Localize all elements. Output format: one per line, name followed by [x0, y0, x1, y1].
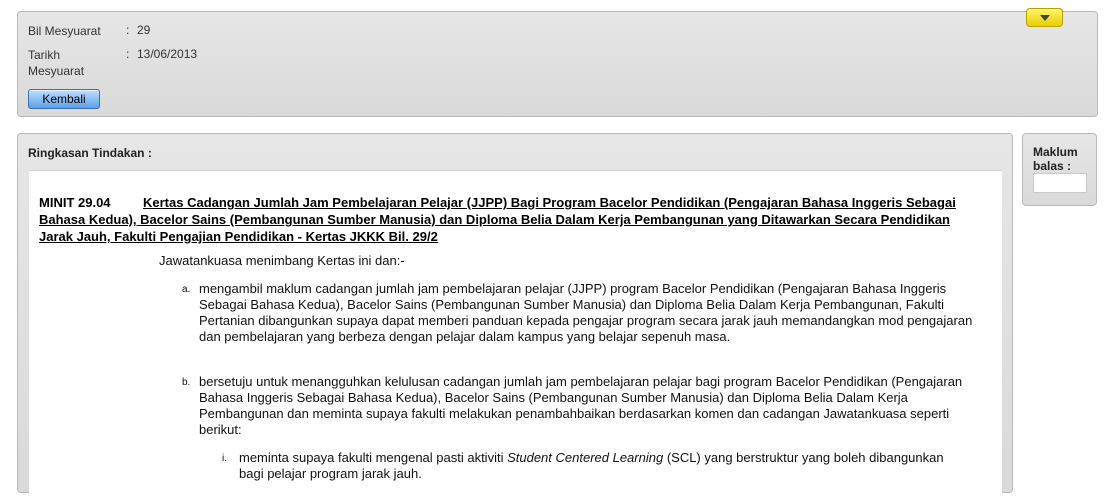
sub-list-item [222, 450, 959, 482]
minit-title: Kertas Cadangan Jumlah Jam Pembelajaran Pelajar (JJPP) Bagi Program Bacelor Pendidikan (Pengajaran Bahasa Inggeris Sebagai Bahasa Kedua), Bacelor Sains (Pembangunan Sumber Manusia) dan Diploma Belia Dalam Kerja Pembangunan yang Ditawarkan Secara Pendidikan Jarak Jauh, Fakulti Pengajian Pendidikan - Kertas JKKK Bil. 29/2 [39, 195, 956, 244]
meeting-date-label: Tarikh Mesyuarat [28, 48, 85, 78]
list-item-marker: a. [182, 284, 191, 295]
feedback-panel [1022, 133, 1097, 206]
meeting-number-label: Bil Mesyuarat [28, 24, 101, 38]
sub-list-item-text-italic: Student Centered Learning [507, 450, 664, 465]
action-summary-heading: Ringkasan Tindakan : [28, 146, 152, 160]
meeting-info-panel [17, 11, 1098, 117]
action-summary-panel [17, 133, 1013, 493]
list-item [182, 374, 989, 438]
collapse-toggle-button[interactable] [1026, 8, 1063, 27]
sub-list-item-text-before: meminta supaya fakulti mengenal pasti aktiviti [239, 450, 508, 465]
list-item-marker: b. [182, 377, 191, 388]
minit-number: MINIT 29.04 [39, 195, 111, 210]
triangle-down-icon [1040, 15, 1050, 21]
minit-content [29, 170, 1002, 501]
back-button[interactable]: Kembali [28, 89, 100, 109]
sub-list-item-text-after: (SCL) yang berstruktur yang boleh dibangunkan bagi pelajar program jarak jauh. [239, 450, 944, 481]
meeting-date-separator: : [126, 47, 130, 61]
meeting-number-value: 29 [137, 23, 151, 37]
feedback-label: Maklum balas : [1033, 145, 1078, 173]
minit-heading [39, 194, 985, 245]
meeting-date-value: 13/06/2013 [137, 47, 198, 61]
list-item [182, 281, 989, 345]
sub-list-item-marker: i. [222, 453, 227, 464]
list-item-text: bersetuju untuk menangguhkan kelulusan cadangan jumlah jam pembelajaran pelajar bagi program Bacelor Pendidikan (Pengajaran Bahasa Inggeris Sebagai Bahasa Kedua), Bacelor Sains (Pembangunan Sumber Manusia) dan Diploma Belia Dalam Kerja Pembangunan dan meminta supaya fakulti melakukan penambahbaikan berdasarkan komen dan cadangan Jawatankuasa seperti berikut: [199, 374, 963, 437]
meeting-number-separator: : [126, 23, 130, 37]
list-item-text: mengambil maklum cadangan jumlah jam pembelajaran pelajar (JJPP) program Bacelor Pendidikan (Pengajaran Bahasa Inggeris Sebagai Bahasa Kedua), Bacelor Sains (Pembangunan Sumber Manusia) dan Diploma Belia Dalam Kerja Pembangunan, Fakulti Pertanian dibangunkan supaya dapat memberi panduan kepada pengajar program secara jarak jauh memandangkan mod pengajaran dan pembelajaran yang berbeza dengan pelajar dalam kampus yang belajar sepenuh masa. [199, 281, 973, 344]
feedback-input[interactable] [1033, 173, 1087, 193]
minit-intro: Jawatankuasa menimbang Kertas ini dan:- [159, 253, 405, 268]
